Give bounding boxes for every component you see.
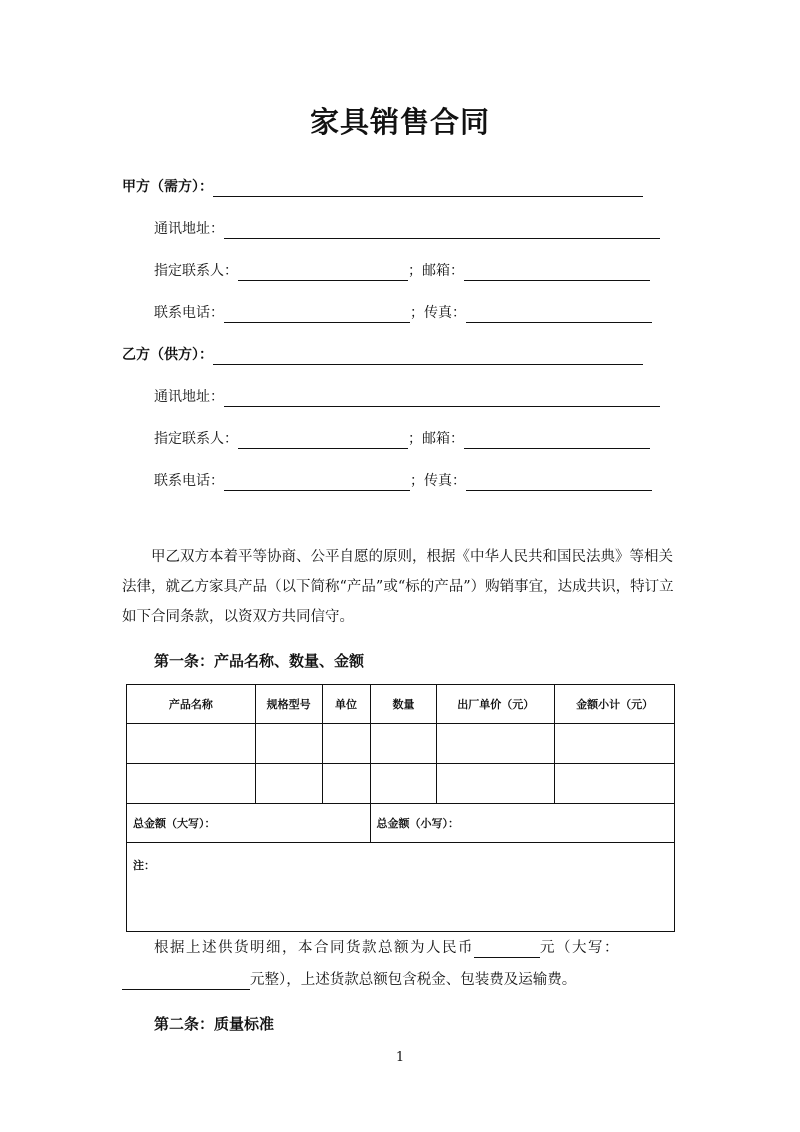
article-2-title: 第二条：质量标准: [154, 1015, 275, 1033]
total-row: [127, 804, 675, 843]
page-number: 1: [395, 1050, 405, 1065]
party-a-address-label: 通讯地址：: [154, 221, 224, 237]
party-a-name-field[interactable]: [213, 179, 643, 197]
table-header-row: [127, 685, 675, 724]
payment-text-2: 元（大写：: [540, 940, 620, 956]
party-b-label: 乙方（供方）：: [122, 347, 213, 363]
table-cell[interactable]: [555, 724, 675, 764]
table-row: [127, 724, 675, 764]
table-cell[interactable]: [322, 724, 370, 764]
party-a-label: 甲方（需方）：: [122, 179, 213, 195]
header-subtotal: 金额小计（元）: [555, 685, 675, 724]
party-a-address-row: [154, 219, 660, 239]
party-a-phone-label: 联系电话：: [154, 305, 224, 321]
party-a-fax-field[interactable]: [466, 305, 652, 323]
header-unit-price: 出厂单价（元）: [437, 685, 555, 724]
table-cell[interactable]: [322, 764, 370, 804]
payment-line-2: [122, 970, 576, 990]
party-b-email-field[interactable]: [464, 431, 650, 449]
table-cell[interactable]: [437, 724, 555, 764]
party-b-phone-field[interactable]: [224, 473, 410, 491]
note-cell[interactable]: 注：: [127, 843, 675, 932]
contract-title: 家具销售合同: [309, 105, 490, 139]
payment-text-1: 根据上述供货明细，本合同货款总额为人民币: [154, 940, 474, 956]
party-a-email-field[interactable]: [464, 263, 650, 281]
party-b-phone-row: [154, 471, 652, 491]
table-row: [127, 764, 675, 804]
party-b-fax-field[interactable]: [466, 473, 652, 491]
payment-upper-amount-field[interactable]: [122, 972, 250, 990]
table-cell[interactable]: [555, 764, 675, 804]
party-a-fax-label: ；传真：: [410, 305, 466, 321]
party-b-row: [122, 345, 643, 365]
table-cell[interactable]: [437, 764, 555, 804]
party-b-address-field[interactable]: [224, 389, 660, 407]
article-1-title: 第一条：产品名称、数量、金额: [154, 652, 365, 670]
party-a-contact-row: [154, 261, 650, 281]
table-cell[interactable]: [370, 764, 437, 804]
party-a-email-label: ；邮箱：: [408, 263, 464, 279]
header-unit: 单位: [322, 685, 370, 724]
payment-text-3: 元整），上述货款总额包含税金、包装费及运输费。: [250, 972, 577, 988]
table-cell[interactable]: [255, 764, 322, 804]
table-cell[interactable]: [370, 724, 437, 764]
table-cell[interactable]: [255, 724, 322, 764]
party-b-contact-field[interactable]: [238, 431, 408, 449]
party-a-contact-label: 指定联系人：: [154, 263, 238, 279]
note-row: [127, 843, 675, 932]
payment-amount-field[interactable]: [474, 940, 540, 958]
header-product-name: 产品名称: [127, 685, 256, 724]
payment-line-1: [154, 938, 620, 958]
party-a-address-field[interactable]: [224, 221, 660, 239]
party-a-phone-field[interactable]: [224, 305, 410, 323]
party-b-email-label: ；邮箱：: [408, 431, 464, 447]
party-b-contact-label: 指定联系人：: [154, 431, 238, 447]
party-b-address-row: [154, 387, 660, 407]
table-cell[interactable]: [127, 724, 256, 764]
header-quantity: 数量: [370, 685, 437, 724]
header-spec-model: 规格型号: [255, 685, 322, 724]
party-b-fax-label: ；传真：: [410, 473, 466, 489]
party-b-phone-label: 联系电话：: [154, 473, 224, 489]
table-cell[interactable]: [127, 764, 256, 804]
preamble-paragraph: 甲乙双方本着平等协商、公平自愿的原则，根据《中华人民共和国民法典》等相关法律，就乙方家具产品（以下简称“产品”或“标的产品”）购销事宜，达成共识，特订立如下合同条款，以资双方共同信守。: [122, 549, 674, 625]
party-a-phone-row: [154, 303, 652, 323]
total-lower-cell[interactable]: 总金额（小写）：: [370, 804, 675, 843]
party-b-name-field[interactable]: [213, 347, 643, 365]
party-a-row: [122, 177, 643, 197]
party-b-contact-row: [154, 429, 650, 449]
total-upper-cell[interactable]: 总金额（大写）：: [127, 804, 371, 843]
party-a-contact-field[interactable]: [238, 263, 408, 281]
party-b-address-label: 通讯地址：: [154, 389, 224, 405]
goods-table: [126, 684, 675, 932]
